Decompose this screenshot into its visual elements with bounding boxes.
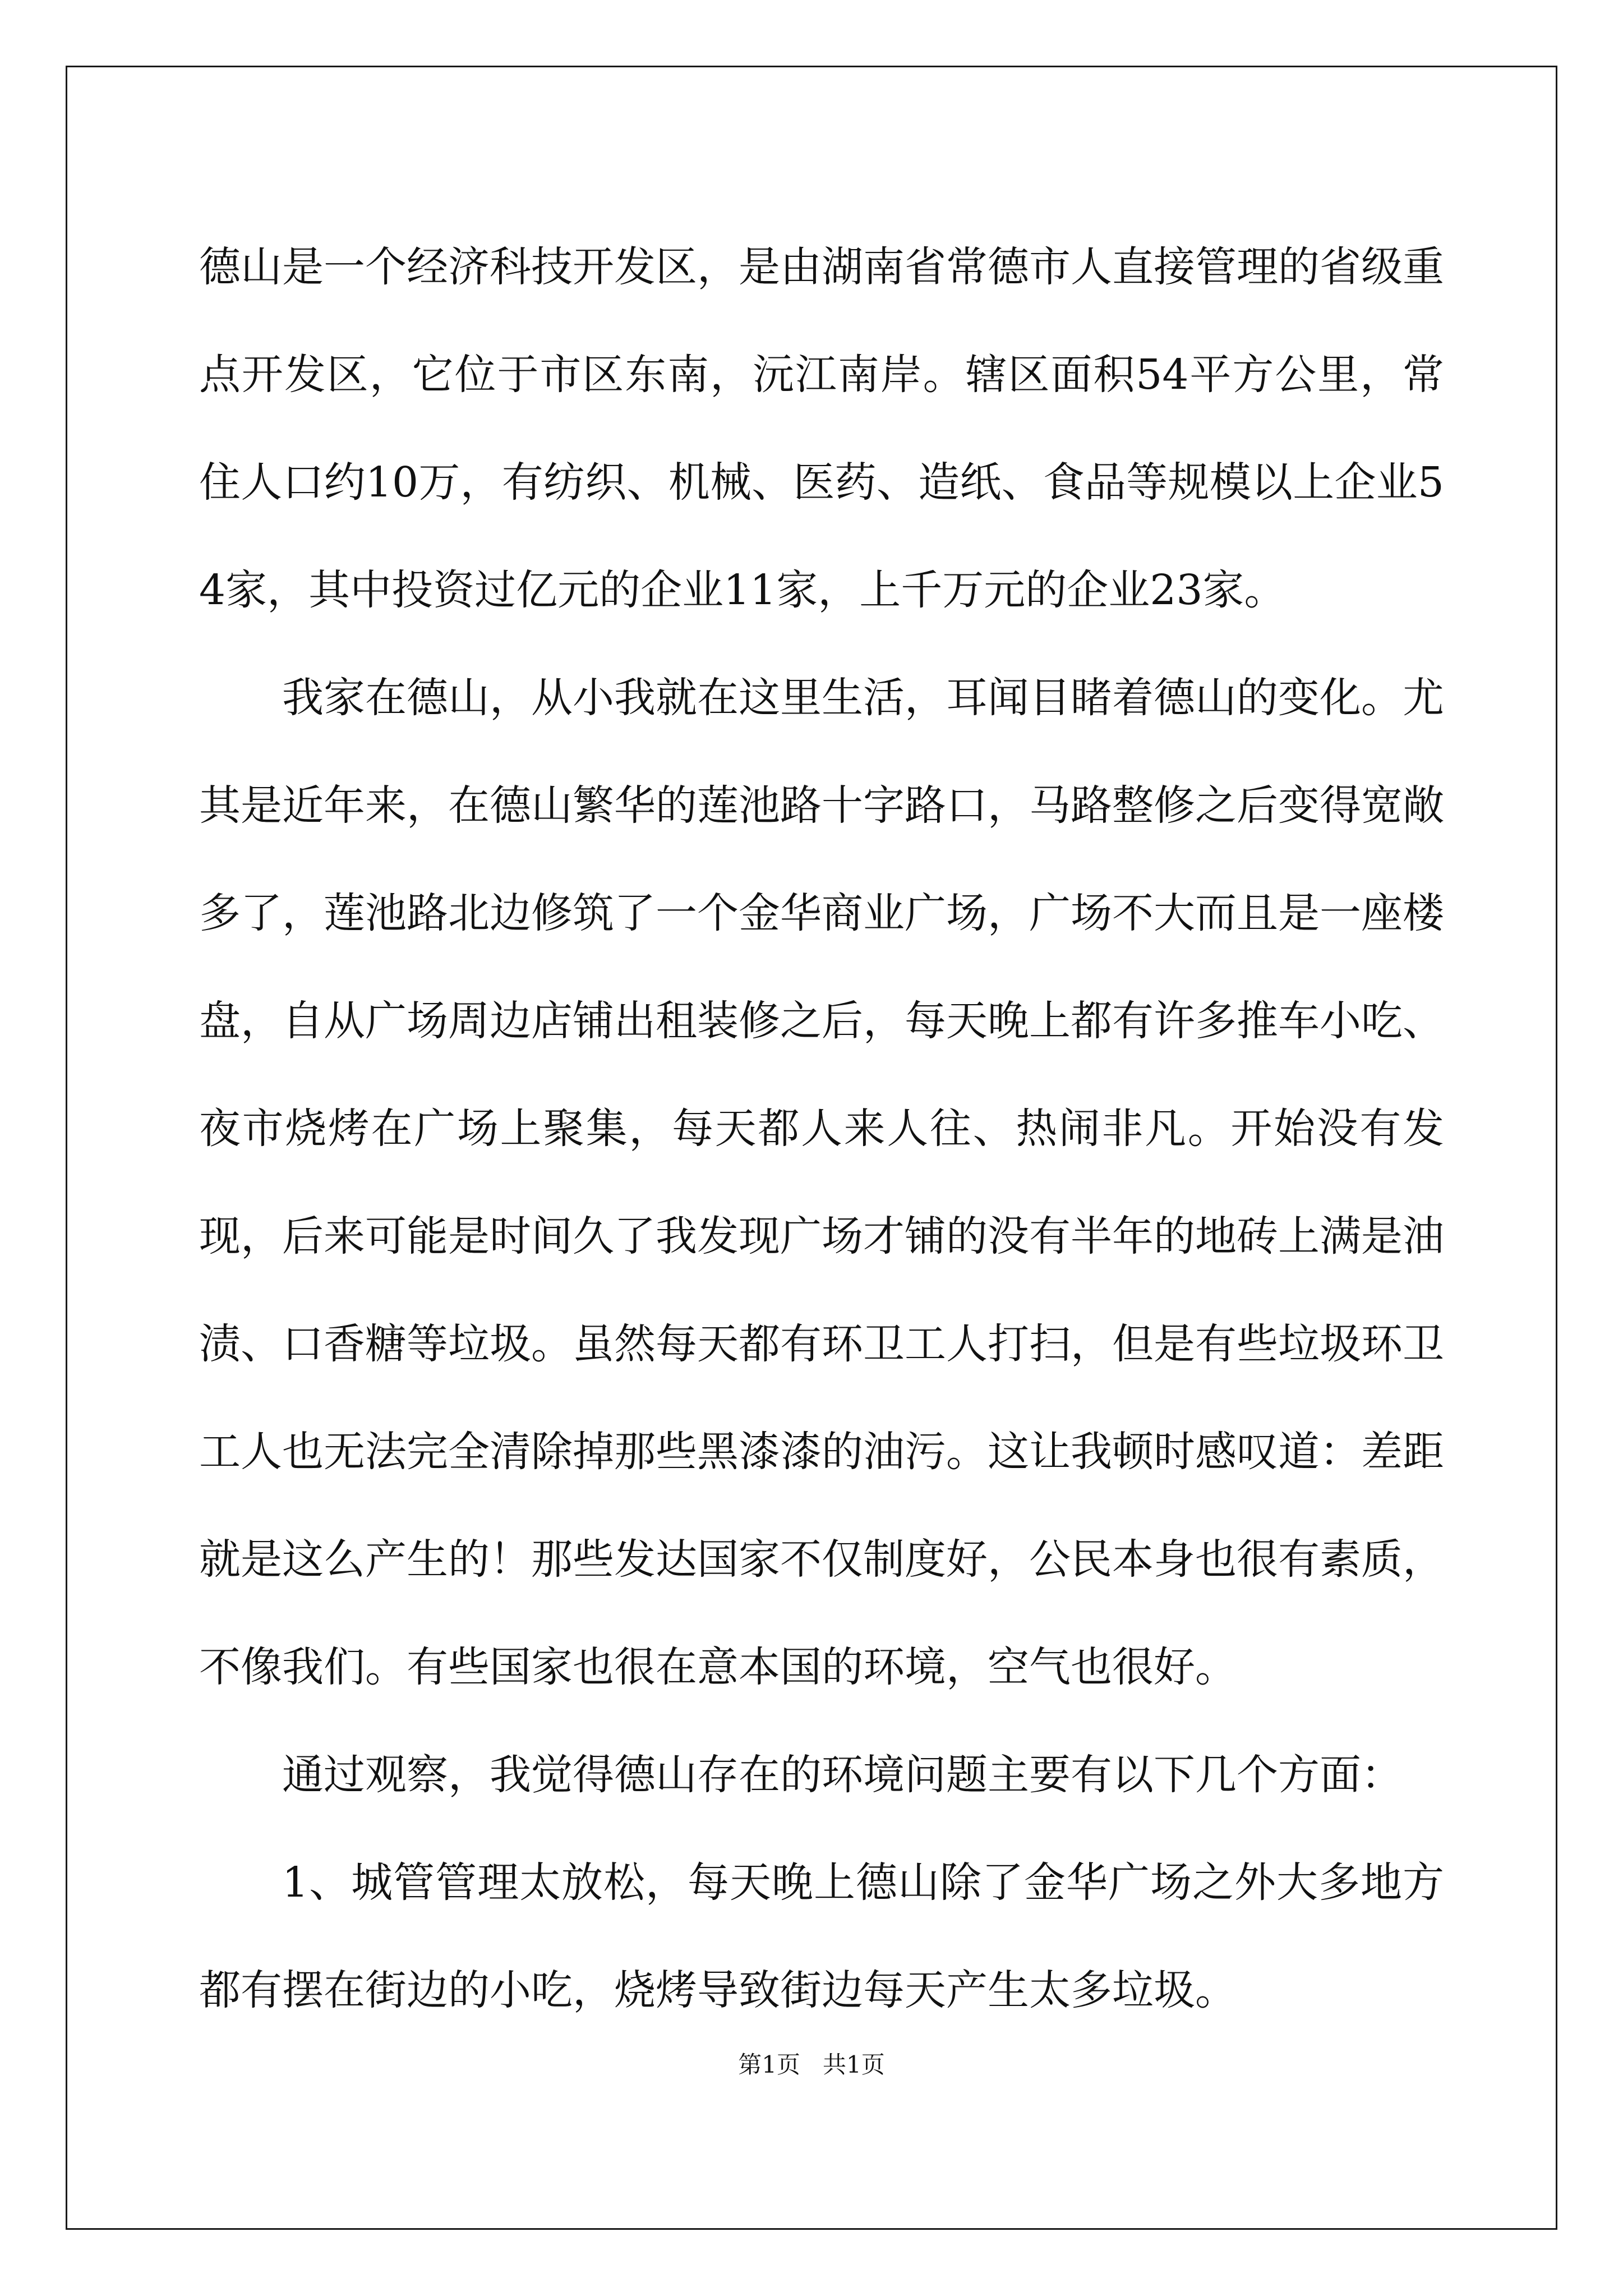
paragraph-intro: 德山是一个经济科技开发区，是由湖南省常德市人直接管理的省级重点开发区，它位于市区东南，沅江南岸。辖区面积54平方公里，常住人口约10万，有纺织、机械、医药、造纸、食品等规模以上企业54家，其中投资过亿元的企业11家，上千万元的企业23家。	[199, 243, 1444, 614]
paragraph-point-1: 1、城管管理太放松，每天晚上德山除了金华广场之外大多地方都有摆在街边的小吃，烧烤导致街边每天产生太多垃圾。	[199, 1858, 1444, 2014]
page-number-footer: 第1页 共1页	[738, 2051, 885, 2078]
paragraph-summary: 通过观察，我觉得德山存在的环境问题主要有以下几个方面：	[282, 1751, 1403, 1799]
paragraph-observation: 我家在德山，从小我就在这里生活，耳闻目睹着德山的变化。尤其是近年来，在德山繁华的莲池路十字路口，马路整修之后变得宽敞多了，莲池路北边修筑了一个金华商业广场，广场不大而且是一座楼盘，自从广场周边店铺出租装修之后，每天晚上都有许多推车小吃、夜市烧烤在广场上聚集，每天都人来人往、热闹非凡。开始没有发现，后来可能是时间久了我发现广场才铺的没有半年的地砖上满是油渍、口香糖等垃圾。虽然每天都有环卫工人打扫，但是有些垃圾环卫工人也无法完全清除掉那些黑漆漆的油污。这让我顿时感叹道：差距就是这么产生的！那些发达国家不仅制度好，公民本身也很有素质，不像我们。有些国家也很在意本国的环境，空气也很好。	[199, 674, 1444, 1691]
document-body	[199, 213, 1444, 2044]
